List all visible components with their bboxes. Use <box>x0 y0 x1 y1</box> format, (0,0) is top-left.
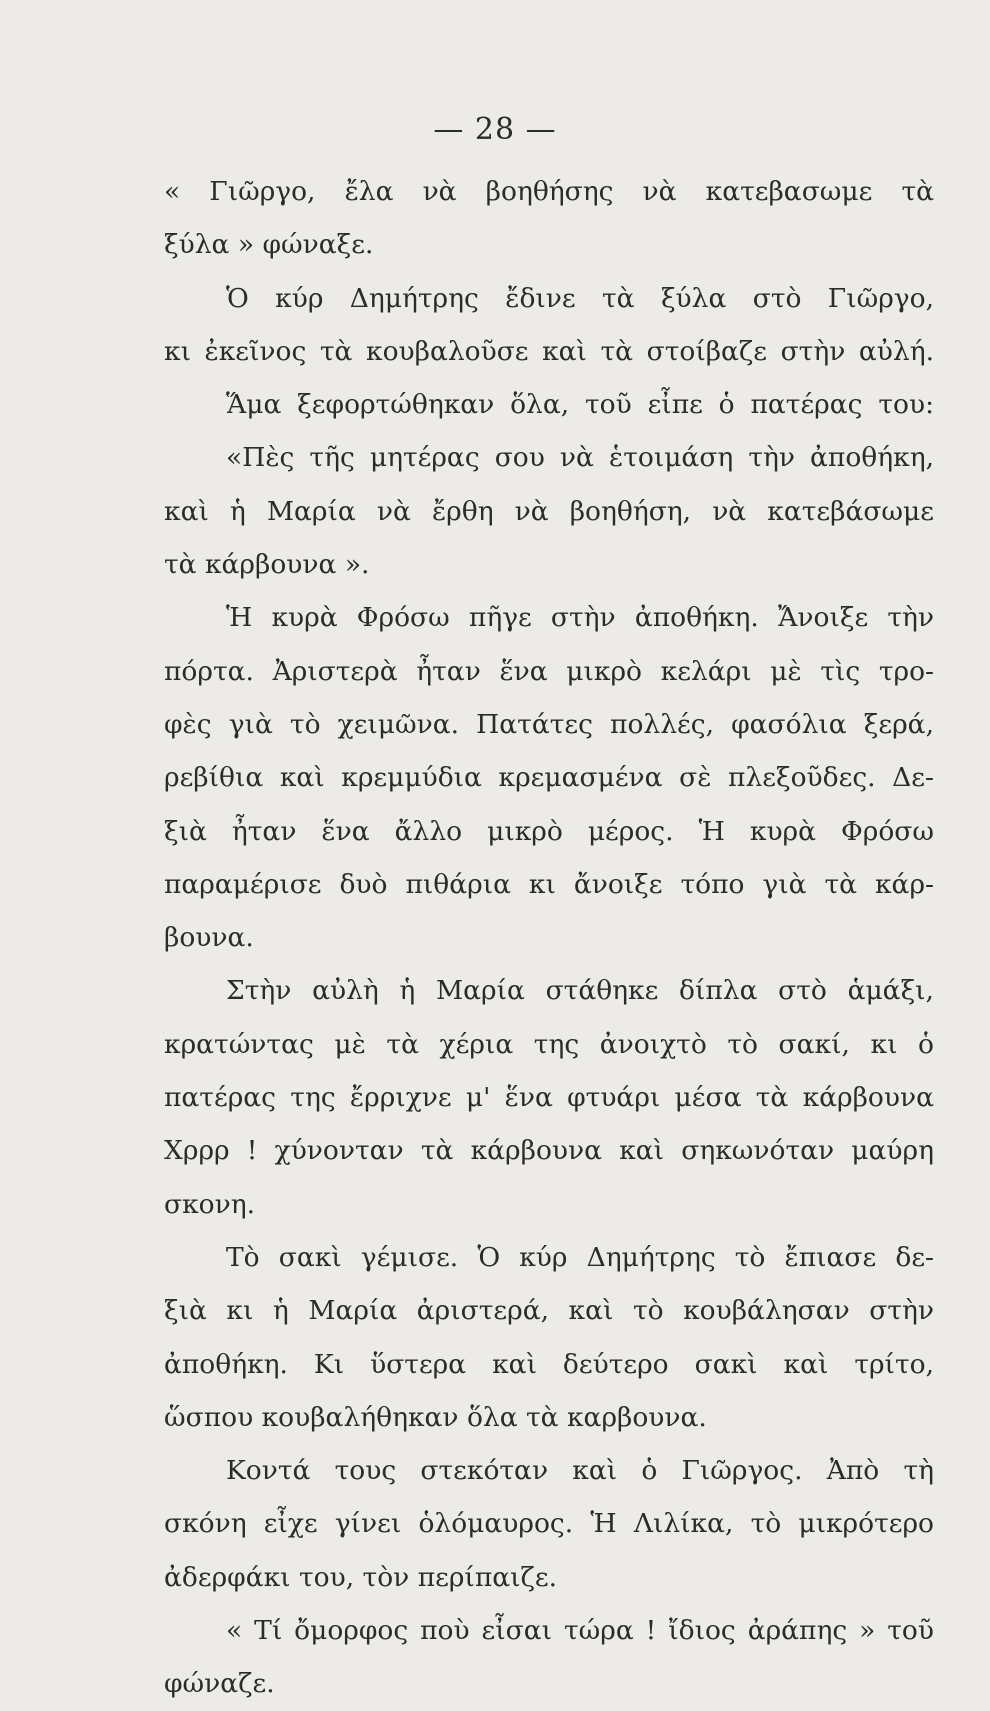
text-line: σκονη. <box>164 1188 256 1220</box>
text-line: πόρτα. Ἀριστερὰ ἦταν ἕνα μικρὸ κελάρι μὲ τὶς τρο- <box>164 655 934 687</box>
text-line: σκόνη εἶχε γίνει ὁλόμαυρος. Ἡ Λιλίκα, τὸ μικρότερο <box>164 1508 934 1540</box>
text-line: φώναζε. <box>164 1668 275 1700</box>
text-line: κρατώντας μὲ τὰ χέρια της ἀνοιχτὸ τὸ σακί, κι ὁ <box>164 1028 934 1060</box>
text-line: « Γιῶργο, ἔλα νὰ βοηθήσης νὰ κατεβασωμε τὰ <box>164 176 934 207</box>
text-line: Χρρρ ! χύνονταν τὰ κάρβουνα καὶ σηκωνόταν μαύρη <box>164 1135 934 1167</box>
text-line: ἀποθήκη. Κι ὕστερα καὶ δεύτερο σακὶ καὶ τρίτο, <box>164 1348 934 1380</box>
text-line: ρεβίθια καὶ κρεμμύδια κρεμασμένα σὲ πλεξοῦδες. Δε- <box>164 762 934 794</box>
body-text <box>164 165 934 1711</box>
text-line: παραμέρισε δυὸ πιθάρια κι ἄνοιξε τόπο γιὰ τὰ κάρ- <box>164 868 934 900</box>
text-line: ξύλα » φώναξε. <box>164 229 374 261</box>
text-line: « Τί ὄμορφος ποὺ εἶσαι τώρα ! ἴδιος ἀράπης » τοῦ <box>226 1615 934 1647</box>
text-line: Τὸ σακὶ γέμισε. Ὁ κύρ Δημήτρης τὸ ἔπιασε δε- <box>226 1241 934 1273</box>
text-line: ἀδερφάκι του, τὸν περίπαιζε. <box>164 1561 558 1593</box>
text-line: Κοντά τους στεκόταν καὶ ὁ Γιῶργος. Ἀπὸ τὴ <box>226 1455 934 1487</box>
text-line: πατέρας της ἔρριχνε μ' ἕνα φτυάρι μέσα τὰ κάρβουνα <box>164 1082 934 1114</box>
text-line: κι ἐκεῖνος τὰ κουβαλοῦσε καὶ τὰ στοίβαζε στὴν αὐλή. <box>164 335 934 367</box>
text-line: Ὁ κύρ Δημήτρης ἔδινε τὰ ξύλα στὸ Γιῶργο, <box>226 282 934 314</box>
text-line: τὰ κάρβουνα ». <box>164 549 370 581</box>
page-number: — 28 — <box>433 112 557 147</box>
text-line: ξιὰ ἦταν ἕνα ἄλλο μικρὸ μέρος. Ἡ κυρὰ Φρόσω <box>164 815 934 847</box>
text-line: βουνα. <box>164 922 254 954</box>
text-line: Στὴν αὐλὴ ἡ Μαρία στάθηκε δίπλα στὸ ἁμάξι, <box>226 975 934 1007</box>
text-line: φὲς γιὰ τὸ χειμῶνα. Πατάτες πολλές, φασόλια ξερά, <box>164 708 934 740</box>
text-line: Ἡ κυρὰ Φρόσω πῆγε στὴν ἀποθήκη. Ἄνοιξε τὴν <box>226 602 934 634</box>
text-line: ξιὰ κι ἡ Μαρία ἀριστερά, καὶ τὸ κουβάλησαν στὴν <box>164 1295 934 1327</box>
text-line: «Πὲς τῆς μητέρας σου νὰ ἑτοιμάση τὴν ἀποθήκη, <box>226 442 934 474</box>
text-line: ὥσπου κουβαλήθηκαν ὅλα τὰ καρβουνα. <box>164 1401 707 1433</box>
text-line: Ἅμα ξεφορτώθηκαν ὅλα, τοῦ εἶπε ὁ πατέρας του: <box>226 389 934 421</box>
text-line: καὶ ἡ Μαρία νὰ ἔρθη νὰ βοηθήση, νὰ κατεβάσωμε <box>164 495 934 527</box>
